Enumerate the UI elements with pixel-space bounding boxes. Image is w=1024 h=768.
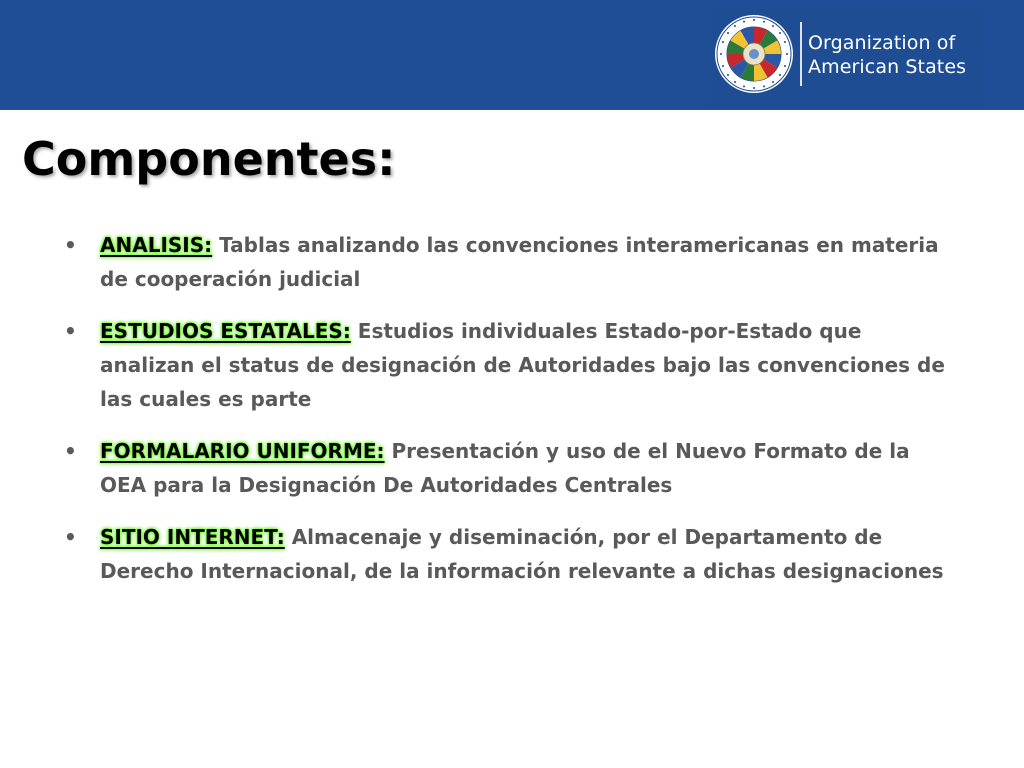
bullet-text: Almacenaje y diseminación, por el Departamento de Derecho Internacional, de la información relevante a dichas designaciones bbox=[100, 525, 944, 583]
org-name bbox=[808, 31, 966, 79]
org-name-line2: American States bbox=[808, 56, 967, 78]
bullet-item-analisis bbox=[64, 228, 962, 296]
bullet-text: Tablas analizando las convenciones interamericanas en materia de cooperación judicial bbox=[100, 233, 939, 291]
bullet-list bbox=[64, 228, 962, 606]
bullet-text: Presentación y uso de el Nuevo Formato de la OEA para la Designación De Autoridades Centrales bbox=[100, 439, 910, 497]
org-name-line1: Organization of bbox=[808, 32, 956, 54]
bullet-keyword: FORMALARIO UNIFORME: bbox=[100, 439, 385, 463]
bullet-dot-icon: • bbox=[64, 233, 77, 257]
bullet-keyword: ESTUDIOS ESTATALES: bbox=[100, 319, 351, 343]
bullet-item-formalario-uniforme bbox=[64, 434, 962, 502]
logo-divider bbox=[800, 22, 802, 86]
bullet-item-estudios-estatales bbox=[64, 314, 962, 416]
oas-seal-icon bbox=[714, 14, 794, 94]
bullet-item-sitio-internet bbox=[64, 520, 962, 588]
slide-title: Componentes: bbox=[22, 132, 396, 186]
bullet-keyword: ANALISIS: bbox=[100, 233, 213, 257]
bullet-dot-icon: • bbox=[64, 319, 77, 343]
bullet-dot-icon: • bbox=[64, 525, 77, 549]
bullet-text: Estudios individuales Estado-por-Estado que analizan el status de designación de Autoridades bajo las convenciones de las cuales es parte bbox=[100, 319, 945, 411]
bullet-keyword: SITIO INTERNET: bbox=[100, 525, 285, 549]
bullet-dot-icon: • bbox=[64, 439, 77, 463]
